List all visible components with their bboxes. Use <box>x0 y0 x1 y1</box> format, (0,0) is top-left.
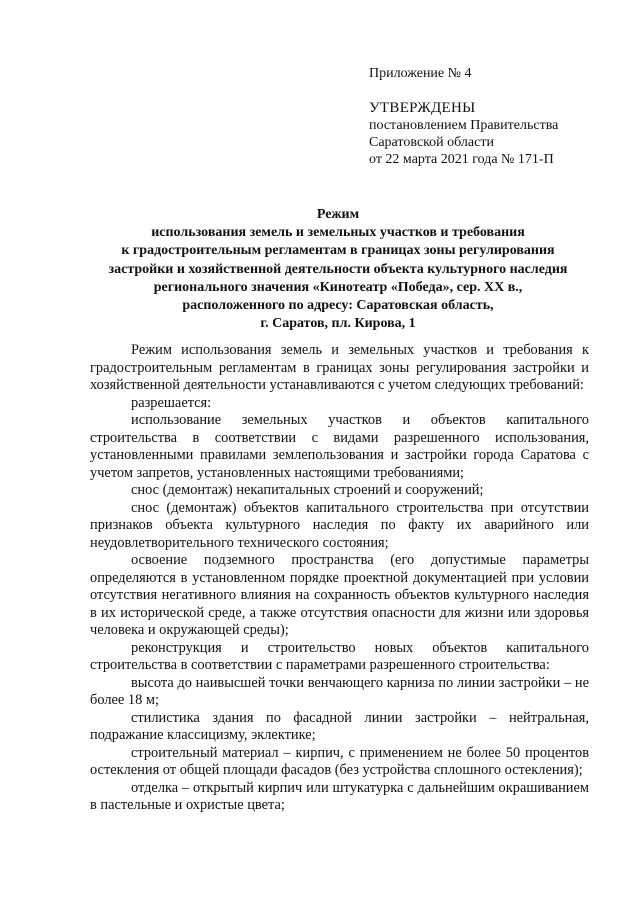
body-paragraph: стилистика здания по фасадной линии застройки – нейтральная, подражание классицизму, эклектике; <box>90 709 589 743</box>
body-paragraph: использование земельных участков и объектов капитального строительства в соответствии с видами разрешенного использования, установленными правилами землепользования и застройки города Саратова с учетом запретов, установленных настоящими требованиями; <box>90 412 589 481</box>
title-line: расположенного по адресу: Саратовская область, <box>182 298 494 314</box>
body-paragraph: реконструкция и строительство новых объектов капитального строительства в соответствии с параметрами разрешенного строительства: <box>90 639 589 673</box>
title-line: регионального значения «Кинотеатр «Победа», сер. XX в., <box>153 279 523 295</box>
document-body <box>90 342 589 815</box>
approved-by-line-1: постановлением Правительства <box>369 118 559 133</box>
title-line: использования земель и земельных участков и требования <box>151 225 525 241</box>
body-paragraph: освоение подземного пространства (его допустимые параметры определяются в установленном порядке проектной документацией при условии отсутствия негативного влияния на сохранность объектов культурного наследия в их исторической среде, а также отсутствия опасности для жизни или здоровья человека и окружающей среды); <box>90 552 589 638</box>
body-paragraph: Режим использования земель и земельных участков и требования к градостроительным регламентам в границах зоны регулирования застройки и хозяйственной деятельности устанавливаются с учетом следующих требований: <box>90 342 589 393</box>
document-title <box>88 206 588 333</box>
approved-by-line-3: от 22 марта 2021 года № 171-П <box>369 152 554 167</box>
title-line: к градостроительным регламентам в границах зоны регулирования <box>121 243 555 259</box>
title-line: Режим <box>316 207 360 222</box>
approval-block <box>369 100 558 168</box>
body-paragraph: разрешается: <box>131 394 212 411</box>
title-line: застройки и хозяйственной деятельности объекта культурного наследия <box>108 261 568 277</box>
body-paragraph: отделка – открытый кирпич или штукатурка с дальнейшим окрашиванием в пастельные и охристые цвета; <box>90 779 589 813</box>
approved-heading: УТВЕРЖДЕНЫ <box>369 100 476 116</box>
appendix-label: Приложение № 4 <box>369 66 472 81</box>
body-paragraph: снос (демонтаж) некапитальных строений и сооружений; <box>131 482 484 498</box>
body-paragraph: высота до наивысшей точки венчающего карниза по линии застройки – не более 18 м; <box>90 674 589 708</box>
title-line: г. Саратов, пл. Кирова, 1 <box>260 316 416 332</box>
body-paragraph: снос (демонтаж) объектов капитального строительства при отсутствии признаков объекта культурного наследия по факту их аварийного или неудовлетворительного технического состояния; <box>90 499 589 551</box>
body-paragraph: строительный материал – кирпич, с применением не более 50 процентов остекления от общей площади фасадов (без устройства сплошного остекления); <box>90 744 589 778</box>
approved-by-line-2: Саратовской области <box>369 135 494 150</box>
